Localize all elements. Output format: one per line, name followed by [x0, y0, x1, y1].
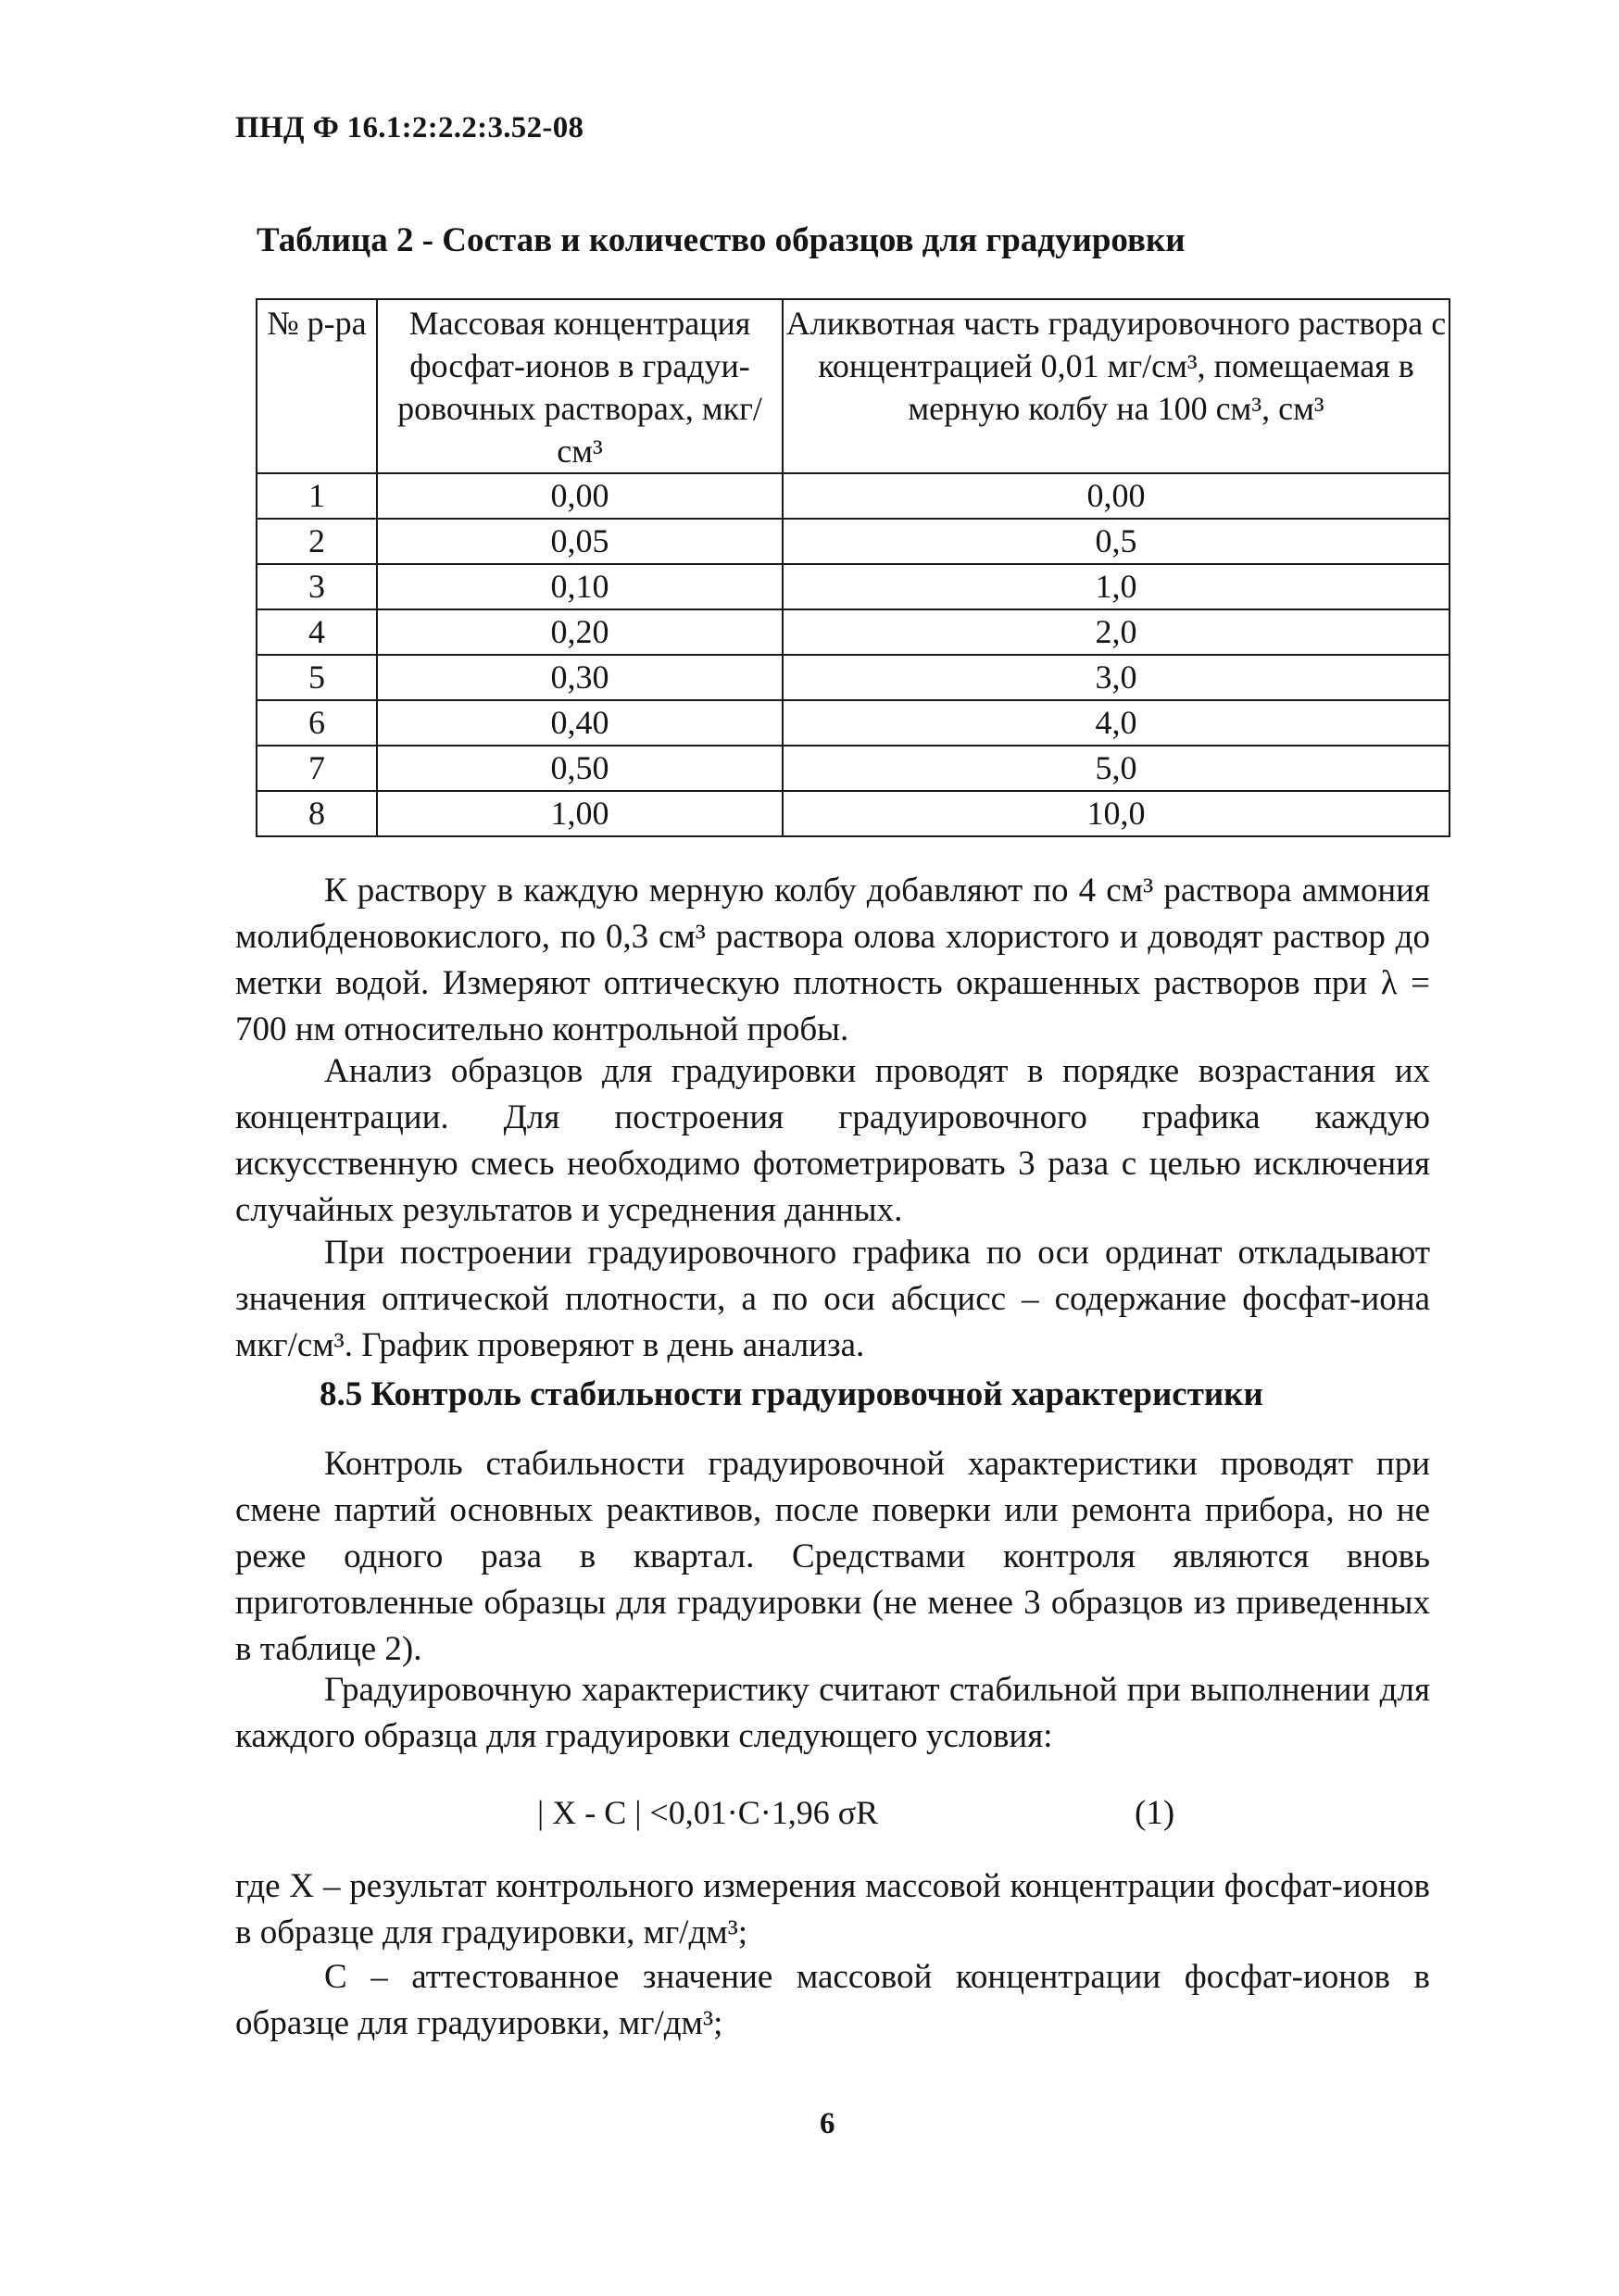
table-row	[257, 564, 1450, 609]
document-code: ПНД Ф 16.1:2:2.2:3.52-08	[235, 111, 584, 144]
table-row	[257, 473, 1450, 519]
header-aliquot-volume: Аликвотная часть градуировочного раствора с концентрацией 0,01 мг/см³, помещаемая в мерную колбу на 100 см³, см³	[783, 299, 1450, 473]
cell-mass-concentration: 0,00	[377, 473, 783, 519]
cell-aliquot-volume: 10,0	[783, 791, 1450, 836]
cell-aliquot-volume: 3,0	[783, 655, 1450, 700]
formula-1: | X - C | <0,01·C·1,96 σR	[537, 1794, 879, 1831]
cell-mass-concentration: 0,20	[377, 609, 783, 655]
cell-solution-number: 7	[257, 746, 377, 791]
table-row	[257, 519, 1450, 564]
paragraph-graph-construction: При построении градуировочного графика по оси ординат откладывают значения оптической плотности, а по оси абсцисс – содержание фосфат-иона мкг/см³. График проверяют в день анализа.	[235, 1234, 1430, 1364]
cell-aliquot-volume: 1,0	[783, 564, 1450, 609]
table-row	[257, 746, 1450, 791]
calibration-table	[256, 298, 1450, 837]
section-heading-8-5: 8.5 Контроль стабильности градуировочной характеристики	[320, 1375, 1263, 1413]
table-row	[257, 655, 1450, 700]
paragraph-c-definition: C – аттестованное значение массовой концентрации фосфат-ионов в образце для градуировки, мг/дм³;	[235, 1958, 1430, 2042]
cell-mass-concentration: 1,00	[377, 791, 783, 836]
page-number: 6	[820, 2107, 835, 2140]
cell-aliquot-volume: 0,5	[783, 519, 1450, 564]
paragraph-analysis-order: Анализ образцов для градуировки проводят в порядке возрастания их концентрации. Для построения градуировочного графика каждую искусственную смесь необходимо фотометрировать 3 раза с целью исключения случайных результатов и усреднения данных.	[235, 1052, 1430, 1229]
header-solution-number: № р-ра	[257, 299, 377, 473]
cell-aliquot-volume: 2,0	[783, 609, 1450, 655]
cell-solution-number: 4	[257, 609, 377, 655]
cell-mass-concentration: 0,05	[377, 519, 783, 564]
cell-mass-concentration: 0,10	[377, 564, 783, 609]
cell-solution-number: 5	[257, 655, 377, 700]
cell-solution-number: 2	[257, 519, 377, 564]
cell-solution-number: 6	[257, 700, 377, 746]
table-row	[257, 791, 1450, 836]
paragraph-x-definition: где X – результат контрольного измерения массовой концентрации фосфат-ионов в образце для градуировки, мг/дм³;	[235, 1867, 1430, 1951]
header-mass-concentration: Массовая концентрация фосфат-ионов в градуи-ровочных растворах, мкг/см³	[377, 299, 783, 473]
cell-solution-number: 8	[257, 791, 377, 836]
paragraph-stability-control: Контроль стабильности градуировочной характеристики проводят при смене партий основных реактивов, после поверки или ремонта прибора, но не реже одного раза в квартал. Средствами контроля являются вновь приготовленные образцы для градуировки (не менее 3 образцов из приведенных в таблице 2).	[235, 1445, 1430, 1668]
table-caption: Таблица 2 - Состав и количество образцов для градуировки	[257, 221, 1186, 259]
formula-number: (1)	[1135, 1794, 1175, 1832]
paragraph-reagents: К раствору в каждую мерную колбу добавляют по 4 см³ раствора аммония молибденовокислого, по 0,3 см³ раствора олова хлористого и доводят раствор до метки водой. Измеряют оптическую плотность окрашенных растворов при λ = 700 нм относительно контрольной пробы.	[235, 872, 1430, 1048]
cell-aliquot-volume: 0,00	[783, 473, 1450, 519]
table-header-row	[257, 299, 1450, 473]
cell-mass-concentration: 0,50	[377, 746, 783, 791]
cell-mass-concentration: 0,30	[377, 655, 783, 700]
table-body	[257, 473, 1450, 836]
cell-aliquot-volume: 4,0	[783, 700, 1450, 746]
paragraph-stability-condition: Градуировочную характеристику считают стабильной при выполнении для каждого образца для градуировки следующего условия:	[235, 1671, 1430, 1755]
cell-solution-number: 1	[257, 473, 377, 519]
cell-mass-concentration: 0,40	[377, 700, 783, 746]
table-row	[257, 700, 1450, 746]
cell-solution-number: 3	[257, 564, 377, 609]
table-row	[257, 609, 1450, 655]
cell-aliquot-volume: 5,0	[783, 746, 1450, 791]
